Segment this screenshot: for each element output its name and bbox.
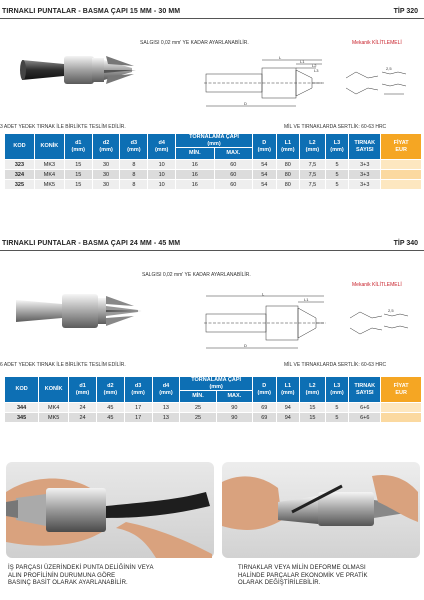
- table-cell: 45: [96, 403, 124, 413]
- section2-note-salgi: SALGISI 0,02 mm' YE KADAR AYARLANABİLİR.: [142, 272, 251, 278]
- table-cell: 5: [325, 170, 349, 180]
- table-cell: 80: [276, 160, 300, 170]
- table-cell: 10: [148, 160, 176, 170]
- dim-l-1: L: [279, 55, 282, 60]
- table-cell: 17: [124, 403, 152, 413]
- table-cell: 10: [148, 170, 176, 180]
- table-cell: 17: [124, 413, 152, 423]
- table-cell: 80: [276, 170, 300, 180]
- table-cell: 3+3: [349, 160, 381, 170]
- table-row: [5, 413, 422, 423]
- dim-d-1: D: [244, 101, 247, 106]
- cell-kod: 323: [5, 160, 35, 170]
- table-cell: 15: [300, 403, 326, 413]
- table-cell: 60: [214, 160, 252, 170]
- table-cell: 15: [64, 170, 92, 180]
- section2-note-mekanik: Mekanik KİLİTLEMELİ: [352, 282, 402, 288]
- table-cell: 3+3: [349, 180, 381, 190]
- spec-table-2: KOD KONİK d1 (mm) d2 (mm) d3 (mm) d4 (mm) TORNALAMA ÇAPI (mm) D (mm) L1 (mm) L2 (mm) L3 (mm) TIRNAK SAYISI FİYAT EUR MİN. MAX. 344 MK4 24 45 17 13 25 90 69 94 15 5 6+6 345 MK5 24 45 17 13 25 90 69 94 15 5 6+6: [4, 376, 422, 423]
- table-row: [5, 170, 422, 180]
- table-cell: 94: [276, 413, 300, 423]
- table-cell: 25: [180, 413, 216, 423]
- table-cell: MK4: [34, 170, 64, 180]
- cell-price: [381, 170, 422, 180]
- table-cell: 10: [148, 180, 176, 190]
- table-cell: 25: [180, 403, 216, 413]
- table-row: [5, 160, 422, 170]
- cell-kod: 325: [5, 180, 35, 190]
- cell-price: [381, 413, 422, 423]
- table-cell: 15: [300, 413, 326, 423]
- dim-l3-1: L3: [314, 68, 319, 73]
- table-cell: 80: [276, 180, 300, 190]
- table-cell: 15: [64, 160, 92, 170]
- table-cell: 54: [253, 160, 277, 170]
- table-cell: MK4: [39, 403, 69, 413]
- table-cell: 7,5: [300, 160, 326, 170]
- section1-tip: TİP 320: [393, 8, 418, 15]
- section2-header: [0, 240, 424, 254]
- table-cell: 69: [253, 403, 277, 413]
- table-cell: 15: [64, 180, 92, 190]
- technical-drawing-2: [204, 292, 418, 352]
- table-cell: 90: [216, 413, 252, 423]
- table-cell: 54: [253, 170, 277, 180]
- spec-table-1-body: [5, 160, 422, 190]
- section1-note-salgi: SALGISI 0,02 mm' YE KADAR AYARLANABİLİR.: [140, 40, 249, 46]
- table-cell: 5: [325, 413, 349, 423]
- table-cell: 5: [325, 403, 349, 413]
- table-cell: 30: [92, 160, 120, 170]
- dim-d-2: D: [244, 343, 247, 348]
- table-row: [5, 180, 422, 190]
- cell-price: [381, 403, 422, 413]
- table-cell: 6+6: [349, 403, 381, 413]
- table-cell: 13: [152, 413, 180, 423]
- table-cell: 16: [176, 170, 214, 180]
- live-center-photo-1: [12, 46, 140, 104]
- table-cell: 30: [92, 180, 120, 190]
- table-cell: MK5: [34, 180, 64, 190]
- dim-v-2: 2,5: [388, 308, 394, 313]
- section2-note-spare: 6 ADET YEDEK TIRNAK İLE BİRLİKTE TESLİM EDİLİR.: [0, 362, 126, 368]
- table-cell: 7,5: [300, 170, 326, 180]
- table-cell: 94: [276, 403, 300, 413]
- table-cell: MK3: [34, 160, 64, 170]
- th-kod: KOD: [5, 134, 35, 160]
- table-cell: 16: [176, 160, 214, 170]
- table-cell: 90: [216, 403, 252, 413]
- cell-kod: 324: [5, 170, 35, 180]
- spec-table-1: KOD KONİK d1 (mm) d2 (mm) d3 (mm) d4 (mm) TORNALAMA ÇAPI (mm) D (mm) L1 (mm) L2 (mm) L3 (mm) TIRNAK SAYISI FİYAT EUR MİN. MAX. 323 MK3 15 30 8 10 16 60 54 80 7,5 5 3+3 324 MK4 15 30 8 10 16 60 54 80 7,5 5 3+3 325 MK5 15 30 8 10 16 60 54 80 7,5 5 3+3: [4, 133, 422, 190]
- table-cell: 8: [120, 160, 148, 170]
- section1-note-spare: 3 ADET YEDEK TIRNAK İLE BİRLİKTE TESLİM EDİLİR.: [0, 124, 126, 130]
- dim-l2-1: L2: [312, 63, 317, 68]
- section1-title: TIRNAKLI PUNTALAR - BASMA ÇAPI 15 MM - 30 MM: [2, 8, 181, 15]
- section2-rule: [0, 250, 424, 251]
- usage-photo-right: [222, 462, 420, 558]
- cell-price: [381, 180, 422, 190]
- table-cell: 8: [120, 170, 148, 180]
- cell-price: [381, 160, 422, 170]
- table-cell: 7,5: [300, 180, 326, 190]
- section2-tip: TİP 340: [393, 240, 418, 247]
- technical-drawing-1: [204, 54, 418, 110]
- table-cell: 13: [152, 403, 180, 413]
- usage-photo-left: [6, 462, 214, 558]
- table-cell: 6+6: [349, 413, 381, 423]
- table-cell: 8: [120, 180, 148, 190]
- cell-kod: 344: [5, 403, 39, 413]
- dim-v-1: 2,5: [386, 66, 392, 71]
- table-cell: 30: [92, 170, 120, 180]
- live-center-photo-2: [14, 284, 144, 346]
- th-konik: KONİK: [34, 134, 64, 160]
- dim-l-2: L: [262, 292, 265, 297]
- table-cell: 54: [253, 180, 277, 190]
- table-cell: MK5: [39, 413, 69, 423]
- dim-l1-1: L1: [300, 59, 305, 64]
- table-row: [5, 403, 422, 413]
- cell-kod: 345: [5, 413, 39, 423]
- table-cell: 60: [214, 180, 252, 190]
- table-cell: 3+3: [349, 170, 381, 180]
- table-cell: 5: [325, 180, 349, 190]
- section1-rule: [0, 18, 424, 19]
- caption-left: İŞ PARÇASI ÜZERİNDEKİ PUNTA DELİĞİNİN VEYA ALIN PROFİLİNİN DURUMUNA GÖRE BASINÇ BASİT OLARAK AYARLANABİLİR.: [8, 565, 154, 586]
- section2-note-hardness: MİL VE TIRNAKLARDA SERTLİK: 60-63 HRC: [284, 362, 387, 368]
- table-cell: 69: [253, 413, 277, 423]
- dim-l1-2: L1: [304, 297, 309, 302]
- caption-right: TIRNAKLAR VEYA MİLİN DEFORME OLMASI HALİNDE PARÇALAR EKONOMİK VE PRATİK OLARAK DEĞİŞTİRİLEBİLİR.: [238, 565, 368, 586]
- table-cell: 45: [96, 413, 124, 423]
- table-cell: 24: [69, 413, 97, 423]
- section2-title: TIRNAKLI PUNTALAR - BASMA ÇAPI 24 MM - 45 MM: [2, 240, 181, 247]
- section1-header: [0, 8, 424, 22]
- spec-table-2-body: [5, 403, 422, 423]
- table-cell: 60: [214, 170, 252, 180]
- table-cell: 24: [69, 403, 97, 413]
- table-cell: 5: [325, 160, 349, 170]
- section1-note-hardness: MİL VE TIRNAKLARDA SERTLİK: 60-63 HRC: [284, 124, 387, 130]
- section1-note-mekanik: Mekanik KİLİTLEMELİ: [352, 40, 402, 46]
- table-cell: 16: [176, 180, 214, 190]
